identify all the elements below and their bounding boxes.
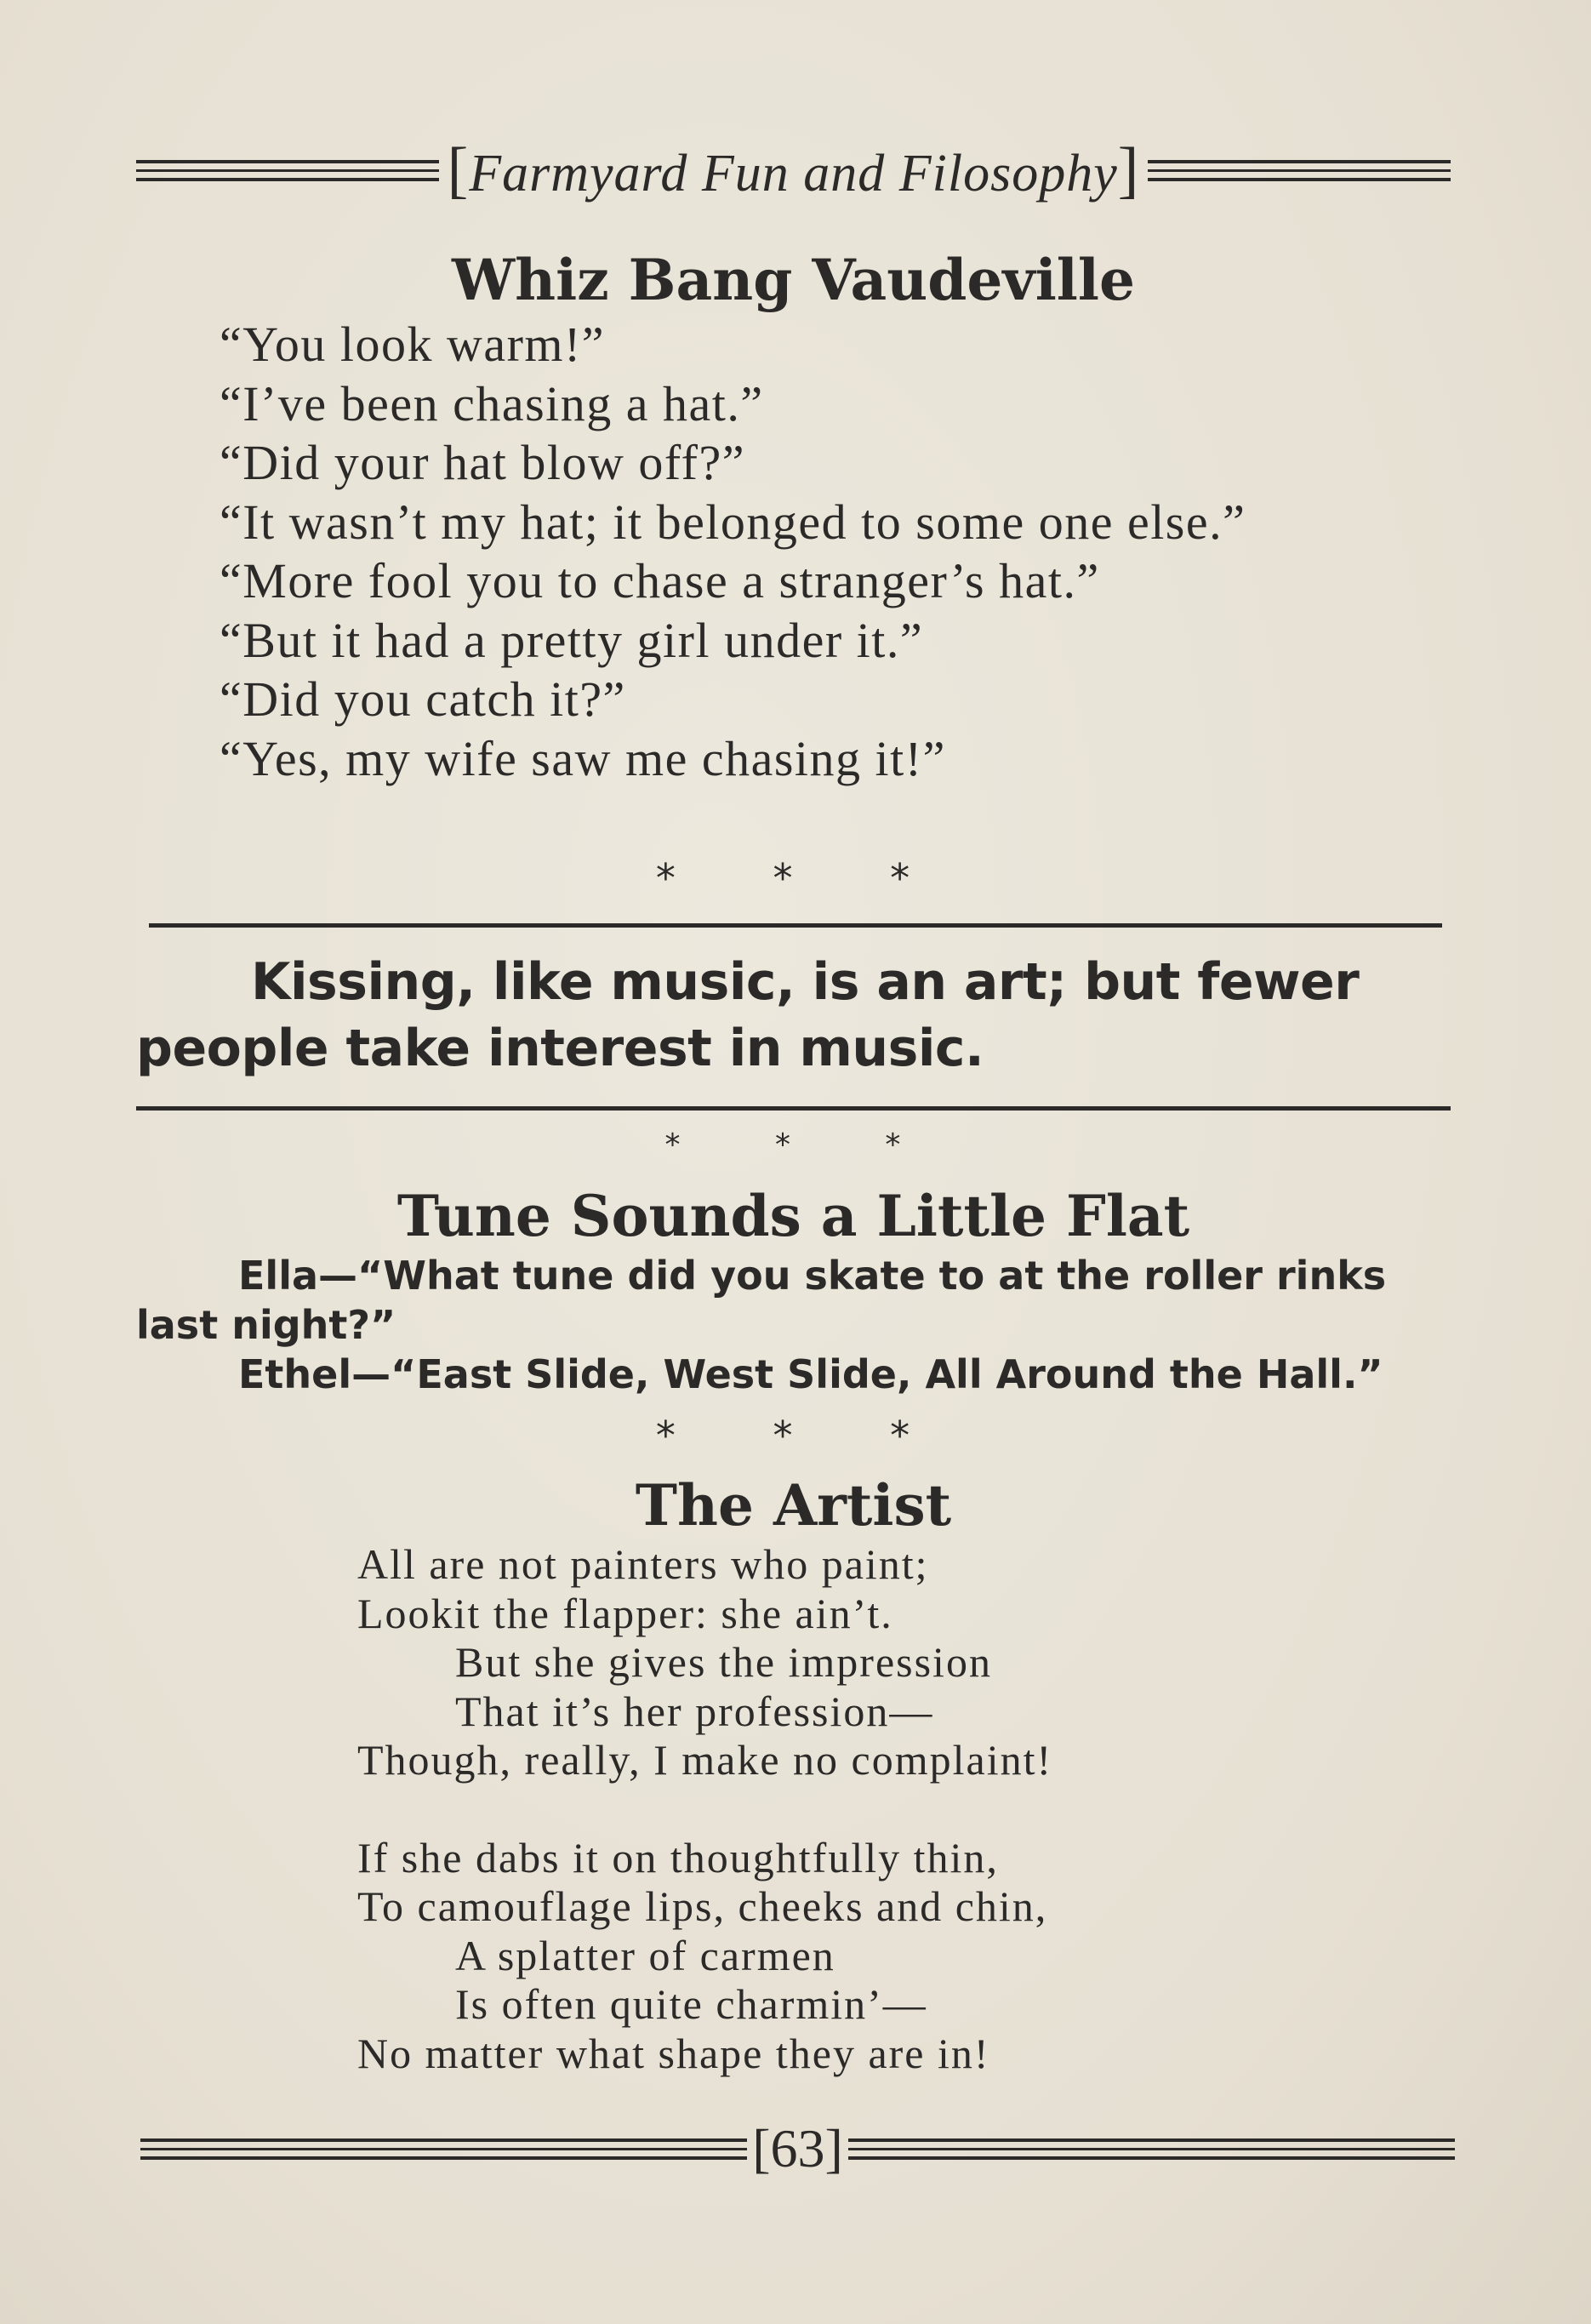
tune-dialog: [136, 1251, 1451, 1399]
poem-line: Lookit the flapper: she ain’t.: [357, 1589, 893, 1637]
dialog-line: “But it had a pretty girl under it.”: [220, 612, 924, 668]
poem-line: To camouflage lips, cheeks and chin,: [357, 1882, 1048, 1930]
poem-line: Is often quite charmin’—: [455, 1980, 927, 2028]
artist-title: The Artist: [635, 1472, 952, 1539]
section-separator: * * *: [664, 1128, 944, 1162]
dialog-line: “Yes, my wife saw me chasing it!”: [220, 730, 946, 786]
header-rule-right: [1148, 160, 1451, 181]
poem-line: But she gives the impression: [455, 1638, 992, 1686]
poem-line: No matter what shape they are in!: [357, 2029, 990, 2077]
page-footer: [140, 2106, 1455, 2191]
footer-rule-right: [848, 2138, 1455, 2160]
quote-rule-top: [149, 923, 1442, 928]
whiz-bang-title: Whiz Bang Vaudeville: [452, 247, 1135, 313]
tune-title: Tune Sounds a Little Flat: [396, 1183, 1190, 1249]
section-separator: * * *: [655, 1413, 953, 1459]
dialog-line: “Did your hat blow off?”: [220, 435, 745, 490]
dialog-line: “More fool you to chase a stranger’s hat.”: [220, 553, 1100, 608]
poem-line: All are not painters who paint;: [357, 1540, 929, 1588]
dialog-line: “It wasn’t my hat; it belonged to some one else.”: [220, 494, 1246, 550]
running-title: [Farmyard Fun and Filosophy]: [447, 134, 1140, 205]
section-separator: * * *: [655, 855, 953, 901]
page-number: [63]: [752, 2118, 843, 2178]
footer-rule-left: [140, 2138, 747, 2160]
poem-line: If she dabs it on thoughtfully thin,: [357, 1833, 999, 1881]
whiz-bang-dialog: [136, 315, 1451, 788]
artist-poem: [357, 1540, 1463, 2078]
dialog-line-ethel: Ethel—“East Slide, West Slide, All Around the Hall.”: [238, 1351, 1383, 1397]
quote-rule-bottom: [136, 1106, 1451, 1111]
kissing-quote: Kissing, like music, is an art; but fewer people take interest in music.: [136, 952, 1360, 1078]
dialog-line: “I’ve been chasing a hat.”: [220, 375, 764, 431]
header-rule-left: [136, 160, 439, 181]
dialog-line: “Did you catch it?”: [220, 671, 626, 727]
running-header: [136, 128, 1451, 213]
dialog-line: “You look warm!”: [220, 317, 606, 372]
poem-line: Though, really, I make no complaint!: [357, 1736, 1053, 1784]
poem-line: A splatter of carmen: [455, 1931, 835, 1979]
dialog-line-ella: Ella—“What tune did you skate to at the roller rinks last night?”: [136, 1253, 1387, 1348]
stanza-break: [357, 1785, 1463, 1834]
poem-line: That it’s her profession—: [455, 1687, 934, 1735]
